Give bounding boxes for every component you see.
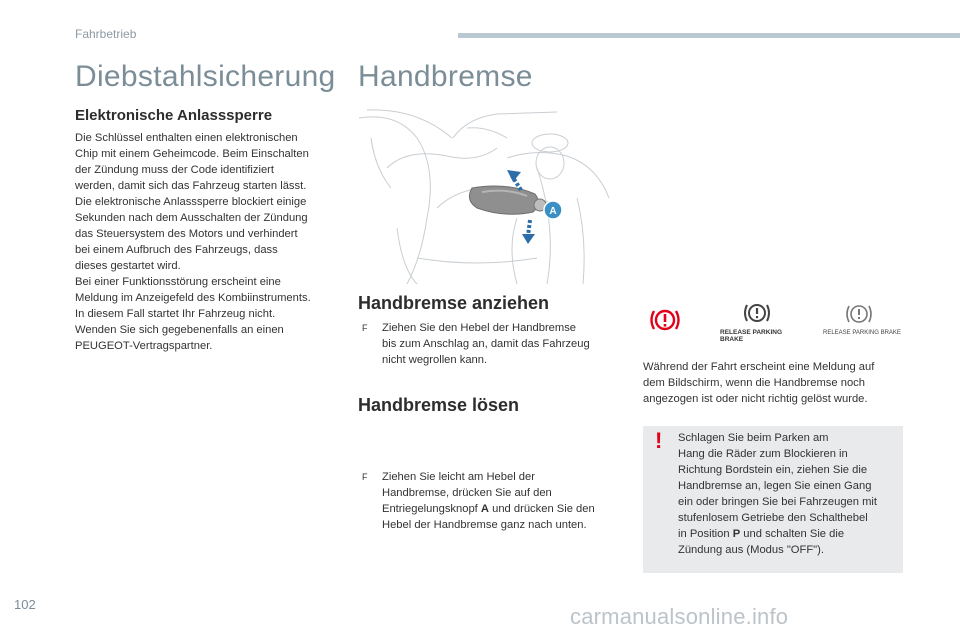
- text-line: Schlagen Sie beim Parken am: [678, 432, 829, 444]
- release-parking-brake-label: RELEASE PARKING BRAKE: [720, 329, 782, 343]
- text-line: Hang die Räder zum Blockieren in: [678, 448, 848, 460]
- text-line: werden, damit sich das Fahrzeug starten lässt.: [75, 180, 307, 192]
- bullet-anziehen: [358, 320, 637, 368]
- bullet-marker: F: [362, 323, 368, 333]
- text-line: dieses gestartet wird.: [75, 260, 181, 272]
- callout-a: A: [549, 206, 557, 217]
- text-line: Bei einer Funktionsstörung erscheint eine: [75, 276, 281, 288]
- text-line: Handbremse an, legen Sie einen Gang: [678, 480, 872, 492]
- anlasssperre-text: [75, 130, 345, 354]
- text-line: in Position P und schalten Sie die: [678, 528, 845, 540]
- text-line: bei einem Aufbruch des Fahrzeugs, dass: [75, 244, 278, 256]
- heading-handbremse-anziehen: Handbremse anziehen: [358, 293, 550, 313]
- text-line: PEUGEOT-Vertragspartner.: [75, 340, 213, 352]
- text-line: angezogen ist oder nicht richtig gelöst wurde.: [643, 393, 868, 405]
- text-line: Zündung aus (Modus "OFF").: [678, 544, 824, 556]
- position-p-label: P: [732, 528, 741, 540]
- text-line: Während der Fahrt erscheint eine Meldung auf: [643, 361, 875, 373]
- text-line: Sekunden nach dem Ausschalten der Zündung: [75, 212, 308, 224]
- text-line: Hebel der Handbremse ganz nach unten.: [382, 519, 587, 531]
- text-line: der Zündung muss der Code identifiziert: [75, 164, 274, 176]
- bullet-loesen: [358, 469, 647, 533]
- brake-warning-red-icon: [652, 311, 679, 329]
- note-text: [678, 430, 900, 558]
- section-label: Fahrbetrieb: [75, 27, 137, 41]
- text-line: nicht wegrollen kann.: [382, 354, 488, 366]
- text-line: Die elektronische Anlasssperre blockiert einige: [75, 196, 307, 208]
- text-line: stufenlosem Getriebe den Schalthebel: [678, 512, 868, 524]
- heading-handbremse-loesen: Handbremse lösen: [358, 395, 520, 415]
- text-line: Entriegelungsknopf A und drücken Sie den: [382, 503, 595, 515]
- text-line: Richtung Bordstein ein, ziehen Sie die: [678, 464, 868, 476]
- text-line: Die Schlüssel enthalten einen elektronischen: [75, 132, 298, 144]
- text-line: ein oder bringen Sie bei Fahrzeugen mit: [678, 496, 878, 508]
- text-line: In diesem Fall startet Ihr Fahrzeug nicht.: [75, 308, 276, 320]
- text-line: Ziehen Sie leicht am Hebel der: [382, 471, 535, 483]
- page-number: 102: [14, 597, 36, 612]
- warning-message-text: [643, 359, 905, 407]
- title-handbremse: Handbremse: [358, 60, 533, 93]
- text-line: Wenden Sie sich gegebenenfalls an einen: [75, 324, 284, 336]
- subheading-anlasssperre: Elektronische Anlasssperre: [75, 107, 273, 124]
- text-line: Chip mit einem Geheimcode. Beim Einschalten: [75, 148, 309, 160]
- handbrake-lever-illustration-icon: [357, 108, 611, 286]
- text-line: das Steuersystem des Motors und verhindert: [75, 228, 298, 240]
- text-line: bis zum Anschlag an, damit das Fahrzeug: [382, 338, 590, 350]
- bullet-marker: F: [362, 472, 368, 482]
- handbrake-illustration: [357, 108, 611, 286]
- brake-warning-light-icon: [847, 306, 871, 322]
- text-line: Ziehen Sie den Hebel der Handbremse: [382, 322, 577, 334]
- button-a-label: A: [480, 503, 489, 515]
- text-line: dem Bildschirm, wenn die Handbremse noch: [643, 377, 865, 389]
- exclamation-icon: !: [655, 428, 663, 453]
- header-bar: [458, 33, 960, 38]
- brake-warning-gray-icon: [745, 305, 769, 321]
- watermark: carmanualsonline.info: [570, 604, 789, 629]
- title-diebstahlsicherung: Diebstahlsicherung: [75, 60, 336, 93]
- warning-icons: [645, 300, 905, 348]
- release-parking-brake-label-small: RELEASE PARKING BRAKE: [823, 330, 901, 336]
- text-line: Meldung im Anzeigefeld des Kombiinstruments.: [75, 292, 311, 304]
- text-line: Handbremse, drücken Sie auf den: [382, 487, 552, 499]
